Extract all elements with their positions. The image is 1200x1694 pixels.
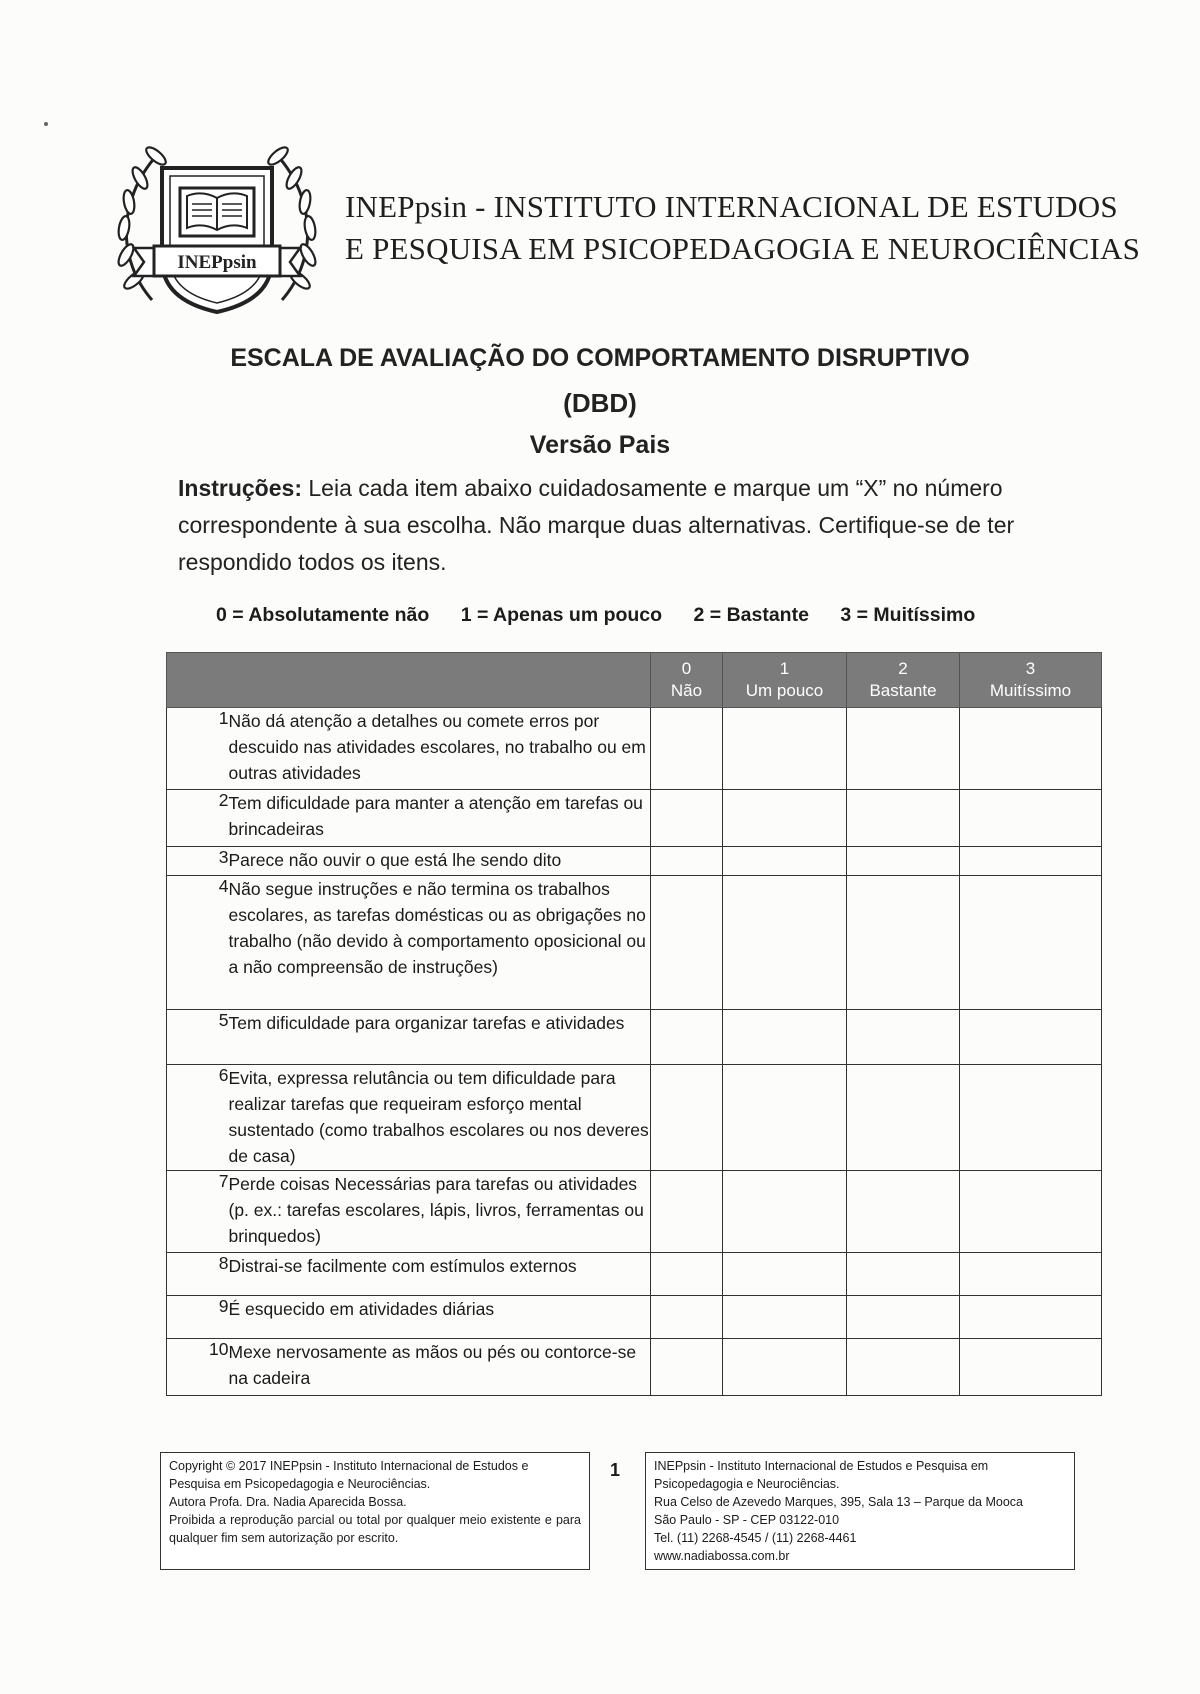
- item-number: 5: [167, 1010, 229, 1065]
- instructions-text: Leia cada item abaixo cuidadosamente e marque um “X” no número correspondente à sua escolha. Não marque duas alternativas. Certifique-se de ter respondido todos os itens.: [178, 475, 1015, 575]
- answer-cell-1[interactable]: [723, 1171, 847, 1253]
- legend-item-3: 3 = Muitíssimo: [840, 604, 976, 626]
- answer-cell-1[interactable]: [723, 1339, 847, 1396]
- answer-cell-2[interactable]: [847, 790, 960, 847]
- table-row: [167, 1010, 1102, 1065]
- answer-cell-0[interactable]: [651, 1171, 723, 1253]
- answer-cell-2[interactable]: [847, 1010, 960, 1065]
- answer-cell-3[interactable]: [960, 876, 1102, 1010]
- table-row: [167, 1339, 1102, 1396]
- answer-cell-2[interactable]: [847, 1296, 960, 1339]
- footer-rights-line: Proibida a reprodução parcial ou total por qualquer meio existente e para qualquer fim sem autorização por escrito.: [169, 1513, 581, 1545]
- footer-phone-line: Tel. (11) 2268-4545 / (11) 2268-4461: [654, 1531, 857, 1545]
- item-number: 1: [167, 708, 229, 790]
- item-text: Distrai-se facilmente com estímulos externos: [229, 1253, 651, 1296]
- answer-cell-1[interactable]: [723, 847, 847, 876]
- answer-cell-1[interactable]: [723, 1253, 847, 1296]
- answer-cell-2[interactable]: [847, 1253, 960, 1296]
- legend-item-0: 0 = Absolutamente não: [216, 604, 430, 626]
- answer-cell-3[interactable]: [960, 847, 1102, 876]
- institute-name: [345, 186, 1140, 270]
- answer-cell-2[interactable]: [847, 708, 960, 790]
- footer-copyright-line: Copyright © 2017 INEPpsin - Instituto Internacional de Estudos e Pesquisa em Psicopedagogia e Neurociências.: [169, 1459, 529, 1491]
- item-number: 4: [167, 876, 229, 1010]
- footer-institute-line: INEPpsin - Instituto Internacional de Estudos e Pesquisa em Psicopedagogia e Neurociências.: [654, 1459, 989, 1491]
- table-row: [167, 876, 1102, 1010]
- answer-cell-3[interactable]: [960, 790, 1102, 847]
- footer-address-box: [645, 1452, 1075, 1570]
- table-row: [167, 790, 1102, 847]
- rating-legend: [216, 604, 1116, 627]
- column-header-0: 0 Não: [651, 653, 723, 708]
- answer-cell-0[interactable]: [651, 1253, 723, 1296]
- scale-abbreviation: (DBD): [563, 388, 637, 418]
- header-blank-cell: [167, 653, 651, 708]
- item-number: 6: [167, 1065, 229, 1171]
- item-text: É esquecido em atividades diárias: [229, 1296, 651, 1339]
- legend-item-1: 1 = Apenas um pouco: [460, 604, 663, 626]
- answer-cell-3[interactable]: [960, 1253, 1102, 1296]
- answer-cell-1[interactable]: [723, 1065, 847, 1171]
- answer-cell-3[interactable]: [960, 1010, 1102, 1065]
- item-text: Tem dificuldade para manter a atenção em tarefas ou brincadeiras: [229, 790, 651, 847]
- scale-title: ESCALA DE AVALIAÇÃO DO COMPORTAMENTO DISRUPTIVO: [230, 344, 970, 372]
- answer-cell-3[interactable]: [960, 708, 1102, 790]
- item-text: Perde coisas Necessárias para tarefas ou atividades (p. ex.: tarefas escolares, lápis, livros, ferramentas ou brinquedos): [229, 1171, 651, 1253]
- answer-cell-2[interactable]: [847, 1171, 960, 1253]
- table-row: [167, 1253, 1102, 1296]
- footer-copyright-box: [160, 1452, 590, 1570]
- answer-cell-2[interactable]: [847, 876, 960, 1010]
- table-header-row: [167, 653, 1102, 708]
- item-text: Parece não ouvir o que está lhe sendo dito: [229, 847, 651, 876]
- institute-logo: [112, 130, 322, 330]
- answer-cell-1[interactable]: [723, 876, 847, 1010]
- answer-cell-0[interactable]: [651, 876, 723, 1010]
- scan-speck: [44, 122, 48, 126]
- item-number: 10: [167, 1339, 229, 1396]
- answer-cell-1[interactable]: [723, 708, 847, 790]
- item-number: 3: [167, 847, 229, 876]
- answer-cell-1[interactable]: [723, 1010, 847, 1065]
- logo-text: INEPpsin: [177, 252, 257, 273]
- answer-cell-2[interactable]: [847, 1065, 960, 1171]
- item-text: Evita, expressa relutância ou tem dificuldade para realizar tarefas que requeiram esforço mental sustentado (como trabalhos escolares ou nos deveres de casa): [229, 1065, 651, 1171]
- footer-address-line: Rua Celso de Azevedo Marques, 395, Sala 13 – Parque da Mooca: [654, 1495, 1023, 1509]
- table-row: [167, 1171, 1102, 1253]
- answer-cell-0[interactable]: [651, 1010, 723, 1065]
- instructions-label: Instruções:: [178, 475, 302, 501]
- answer-cell-0[interactable]: [651, 1296, 723, 1339]
- institute-name-line-1: INEPpsin - INSTITUTO INTERNACIONAL DE ESTUDOS: [345, 189, 1118, 224]
- instructions-paragraph: [178, 470, 1103, 581]
- item-number: 8: [167, 1253, 229, 1296]
- item-number: 9: [167, 1296, 229, 1339]
- answer-cell-0[interactable]: [651, 1065, 723, 1171]
- answer-cell-3[interactable]: [960, 1065, 1102, 1171]
- item-number: 7: [167, 1171, 229, 1253]
- footer-city-line: São Paulo - SP - CEP 03122-010: [654, 1513, 840, 1527]
- table-row: [167, 708, 1102, 790]
- item-number: 2: [167, 790, 229, 847]
- rating-table: [166, 652, 1102, 1396]
- answer-cell-1[interactable]: [723, 1296, 847, 1339]
- answer-cell-2[interactable]: [847, 847, 960, 876]
- page-number: 1: [610, 1460, 621, 1480]
- answer-cell-3[interactable]: [960, 1171, 1102, 1253]
- column-header-1: 1 Um pouco: [723, 653, 847, 708]
- scale-version: Versão Pais: [529, 431, 671, 459]
- table-row: [167, 1296, 1102, 1339]
- answer-cell-0[interactable]: [651, 1339, 723, 1396]
- answer-cell-0[interactable]: [651, 790, 723, 847]
- column-header-3: 3 Muitíssimo: [960, 653, 1102, 708]
- answer-cell-3[interactable]: [960, 1296, 1102, 1339]
- item-text: Mexe nervosamente as mãos ou pés ou contorce-se na cadeira: [229, 1339, 651, 1396]
- item-text: Tem dificuldade para organizar tarefas e atividades: [229, 1010, 651, 1065]
- item-text: Não dá atenção a detalhes ou comete erros por descuido nas atividades escolares, no trabalho ou em outras atividades: [229, 708, 651, 790]
- answer-cell-0[interactable]: [651, 708, 723, 790]
- answer-cell-3[interactable]: [960, 1339, 1102, 1396]
- column-header-2: 2 Bastante: [847, 653, 960, 708]
- table-row: [167, 1065, 1102, 1171]
- legend-item-2: 2 = Bastante: [693, 604, 809, 626]
- institute-name-line-2: E PESQUISA EM PSICOPEDAGOGIA E NEUROCIÊNCIAS: [345, 231, 1141, 266]
- answer-cell-1[interactable]: [723, 790, 847, 847]
- footer-author-line: Autora Profa. Dra. Nadia Aparecida Bossa.: [169, 1495, 407, 1509]
- item-text: Não segue instruções e não termina os trabalhos escolares, as tarefas domésticas ou as obrigações no trabalho (não devido à comportamento oposicional ou a não compreensão de instruções): [229, 876, 651, 1010]
- table-row: [167, 847, 1102, 876]
- answer-cell-0[interactable]: [651, 847, 723, 876]
- footer-website-line: www.nadiabossa.com.br: [654, 1549, 790, 1563]
- answer-cell-2[interactable]: [847, 1339, 960, 1396]
